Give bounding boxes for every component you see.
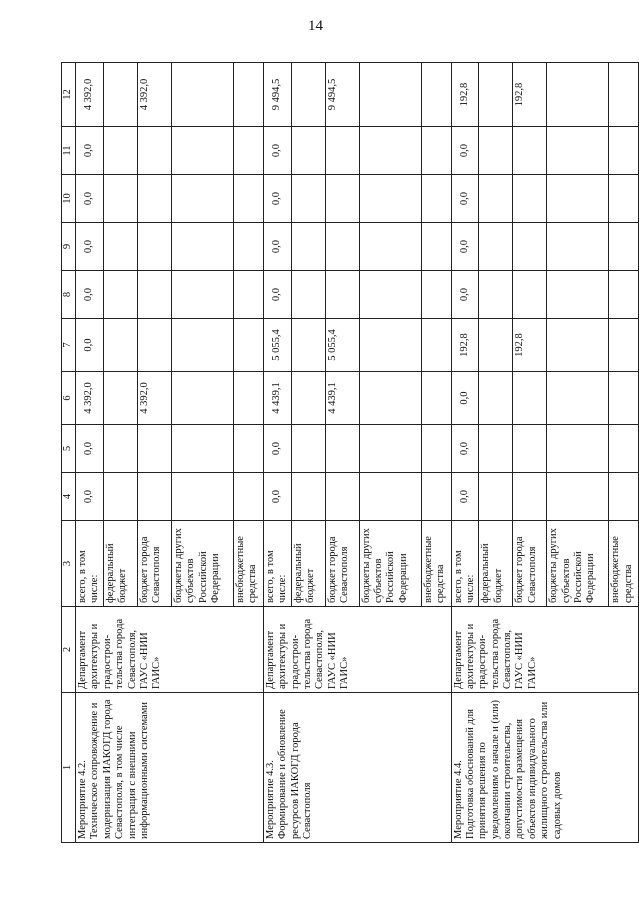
value-cell — [609, 271, 639, 319]
value-cell: 5 055,4 — [263, 319, 291, 372]
value-cell — [479, 473, 513, 521]
value-cell — [171, 223, 233, 271]
value-cell — [513, 271, 547, 319]
value-cell — [103, 223, 137, 271]
value-cell: 0,0 — [451, 271, 479, 319]
value-cell — [233, 223, 263, 271]
value-cell — [171, 271, 233, 319]
value-cell — [171, 319, 233, 372]
value-cell: 0,0 — [263, 425, 291, 473]
value-cell — [291, 175, 325, 223]
col-header: 9 — [62, 223, 76, 271]
value-cell: 0,0 — [263, 223, 291, 271]
event-description: Формирование и обновление ресурсов ИАКОГД города Севастополя — [277, 709, 313, 839]
funding-source-label: внебюджетные средства — [421, 521, 451, 607]
value-cell — [137, 319, 171, 372]
event-cell — [451, 693, 639, 843]
value-cell — [513, 372, 547, 425]
value-cell — [513, 473, 547, 521]
funding-source-label: федеральный бюджет — [291, 521, 325, 607]
budget-table-rotated — [61, 63, 634, 843]
value-cell — [171, 127, 233, 175]
value-cell: 0,0 — [263, 127, 291, 175]
value-cell — [547, 175, 609, 223]
value-cell: 192,8 — [451, 63, 479, 127]
value-cell — [421, 63, 451, 127]
value-cell — [609, 127, 639, 175]
event-description: Техническое сопровождение и модернизация ИАКОГД города Севастополя, в том числе интеграция с внешними информационными системами — [89, 699, 150, 839]
value-cell — [359, 175, 421, 223]
value-cell — [233, 372, 263, 425]
value-cell — [547, 63, 609, 127]
value-cell — [547, 372, 609, 425]
page-number: 14 — [308, 18, 323, 34]
value-cell — [359, 372, 421, 425]
col-header: 7 — [62, 319, 76, 372]
value-cell — [609, 63, 639, 127]
value-cell — [325, 271, 359, 319]
value-cell — [609, 175, 639, 223]
value-cell — [359, 223, 421, 271]
value-cell — [291, 372, 325, 425]
value-cell: 0,0 — [451, 425, 479, 473]
value-cell: 0,0 — [76, 425, 104, 473]
table-row — [76, 63, 104, 843]
value-cell: 0,0 — [76, 223, 104, 271]
value-cell: 0,0 — [451, 223, 479, 271]
value-cell — [479, 271, 513, 319]
value-cell — [513, 127, 547, 175]
value-cell: 0,0 — [76, 175, 104, 223]
funding-source-label: всего, в том числе: — [263, 521, 291, 607]
value-cell — [479, 127, 513, 175]
funding-source-label: федеральный бюджет — [103, 521, 137, 607]
funding-source-label: бюджет города Севастополя — [513, 521, 547, 607]
value-cell — [513, 223, 547, 271]
value-cell — [479, 175, 513, 223]
value-cell — [103, 473, 137, 521]
event-description: Подготовка обоснований для принятия решения по уведомлениям о начале и (или) окончании строительства, допустимости размещения объектов индивидуального жилищного строительства или садовых домов — [464, 700, 563, 839]
event-cell — [263, 693, 451, 843]
value-cell — [421, 425, 451, 473]
col-header: 4 — [62, 473, 76, 521]
value-cell — [421, 372, 451, 425]
value-cell — [103, 271, 137, 319]
value-cell — [359, 271, 421, 319]
value-cell — [547, 223, 609, 271]
value-cell — [325, 425, 359, 473]
value-cell — [233, 271, 263, 319]
value-cell — [291, 127, 325, 175]
executor-cell: Департамент архитектуры и градострои-тельства города Севастополя, ГАУС «НИИ ГАИС» — [263, 607, 451, 693]
value-cell: 0,0 — [76, 319, 104, 372]
event-title: Мероприятие 4.4. — [452, 760, 464, 839]
value-cell — [359, 425, 421, 473]
value-cell — [171, 175, 233, 223]
value-cell: 0,0 — [451, 372, 479, 425]
value-cell — [609, 372, 639, 425]
value-cell — [359, 473, 421, 521]
value-cell — [137, 175, 171, 223]
funding-source-label: бюджеты других субъектов Российской Федерации — [359, 521, 421, 607]
value-cell — [291, 425, 325, 473]
value-cell: 0,0 — [76, 271, 104, 319]
col-header: 10 — [62, 175, 76, 223]
col-header: 5 — [62, 425, 76, 473]
value-cell — [359, 63, 421, 127]
value-cell: 9 494,5 — [325, 63, 359, 127]
value-cell: 192,8 — [513, 63, 547, 127]
value-cell — [359, 319, 421, 372]
value-cell — [171, 473, 233, 521]
value-cell — [103, 425, 137, 473]
value-cell — [171, 372, 233, 425]
funding-source-label: всего, в том числе: — [451, 521, 479, 607]
value-cell — [233, 319, 263, 372]
value-cell — [547, 127, 609, 175]
value-cell — [171, 425, 233, 473]
executor-cell: Департамент архитектуры и градострои-тельства города Севастополя, ГАУС «НИИ ГАИС» — [76, 607, 264, 693]
executor-cell: Департамент архитектуры и градострои-тельства города Севастополя, ГАУС «НИИ ГАИС» — [451, 607, 639, 693]
value-cell — [513, 175, 547, 223]
event-cell — [76, 693, 264, 843]
value-cell — [421, 127, 451, 175]
col-header: 1 — [62, 693, 76, 843]
value-cell — [421, 473, 451, 521]
value-cell — [479, 223, 513, 271]
value-cell — [547, 473, 609, 521]
value-cell — [233, 425, 263, 473]
event-title: Мероприятие 4.2. — [77, 760, 88, 839]
value-cell: 4 439,1 — [263, 372, 291, 425]
value-cell — [513, 425, 547, 473]
table-row — [451, 63, 479, 843]
value-cell: 0,0 — [263, 175, 291, 223]
funding-source-label: бюджет города Севастополя — [137, 521, 171, 607]
value-cell — [479, 63, 513, 127]
value-cell: 0,0 — [263, 271, 291, 319]
value-cell — [479, 319, 513, 372]
value-cell — [609, 223, 639, 271]
value-cell: 0,0 — [451, 473, 479, 521]
value-cell — [325, 127, 359, 175]
value-cell — [609, 473, 639, 521]
value-cell: 4 392,0 — [137, 372, 171, 425]
value-cell — [291, 63, 325, 127]
value-cell — [325, 473, 359, 521]
value-cell — [137, 223, 171, 271]
value-cell: 4 392,0 — [137, 63, 171, 127]
value-cell — [291, 473, 325, 521]
value-cell — [137, 473, 171, 521]
value-cell — [547, 319, 609, 372]
value-cell — [137, 425, 171, 473]
value-cell: 192,8 — [513, 319, 547, 372]
value-cell — [103, 372, 137, 425]
header-row — [62, 63, 76, 843]
funding-source-label: всего, в том числе: — [76, 521, 104, 607]
event-title: Мероприятие 4.3. — [264, 760, 276, 839]
value-cell: 0,0 — [263, 473, 291, 521]
value-cell: 0,0 — [451, 127, 479, 175]
value-cell: 9 494,5 — [263, 63, 291, 127]
value-cell — [359, 127, 421, 175]
funding-source-label: бюджеты других субъектов Российской Федерации — [171, 521, 233, 607]
value-cell — [421, 319, 451, 372]
value-cell — [233, 127, 263, 175]
col-header: 12 — [62, 63, 76, 127]
funding-source-label: внебюджетные средства — [609, 521, 639, 607]
value-cell: 5 055,4 — [325, 319, 359, 372]
value-cell — [421, 175, 451, 223]
value-cell — [479, 372, 513, 425]
funding-source-label: бюджеты других субъектов Российской Федерации — [547, 521, 609, 607]
value-cell — [325, 175, 359, 223]
value-cell: 0,0 — [76, 473, 104, 521]
funding-source-label: бюджет города Севастополя — [325, 521, 359, 607]
value-cell: 4 392,0 — [76, 372, 104, 425]
col-header: 8 — [62, 271, 76, 319]
value-cell — [103, 127, 137, 175]
funding-source-label: федеральный бюджет — [479, 521, 513, 607]
value-cell — [137, 127, 171, 175]
value-cell: 192,8 — [451, 319, 479, 372]
value-cell — [171, 63, 233, 127]
value-cell — [137, 271, 171, 319]
value-cell — [609, 319, 639, 372]
budget-table — [61, 62, 639, 843]
value-cell — [609, 425, 639, 473]
value-cell — [233, 63, 263, 127]
col-header: 11 — [62, 127, 76, 175]
value-cell: 4 392,0 — [76, 63, 104, 127]
value-cell — [547, 425, 609, 473]
value-cell — [103, 63, 137, 127]
col-header: 2 — [62, 607, 76, 693]
table-body — [76, 63, 639, 843]
funding-source-label: внебюджетные средства — [233, 521, 263, 607]
value-cell — [103, 319, 137, 372]
col-header: 3 — [62, 521, 76, 607]
col-header: 6 — [62, 372, 76, 425]
value-cell — [291, 319, 325, 372]
value-cell — [233, 473, 263, 521]
value-cell — [479, 425, 513, 473]
value-cell — [291, 271, 325, 319]
value-cell — [233, 175, 263, 223]
value-cell — [547, 271, 609, 319]
value-cell — [421, 223, 451, 271]
value-cell — [325, 223, 359, 271]
table-row — [263, 63, 291, 843]
value-cell: 0,0 — [451, 175, 479, 223]
value-cell — [421, 271, 451, 319]
value-cell: 4 439,1 — [325, 372, 359, 425]
value-cell — [291, 223, 325, 271]
value-cell: 0,0 — [76, 127, 104, 175]
value-cell — [103, 175, 137, 223]
